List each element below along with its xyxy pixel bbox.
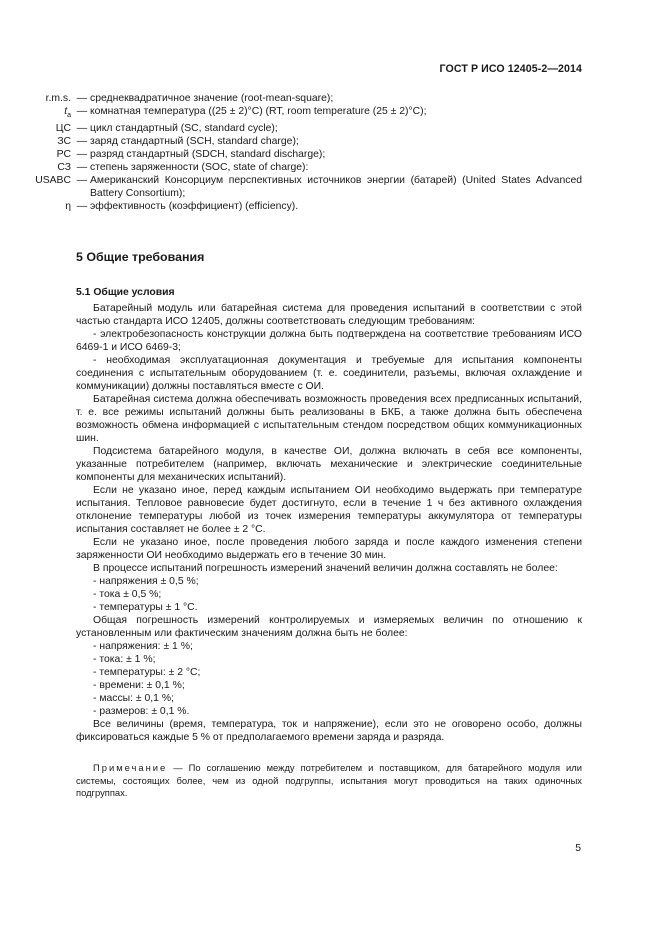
definition-dash: — — [76, 175, 88, 187]
definition-abbr: r.m.s. — [45, 93, 71, 104]
paragraph: Батарейный модуль или батарейная система для проведения испытаний в соответствии с этой частью стандарта ИСО 12405, должны соответствовать следующим требованиям: — [76, 303, 582, 327]
list-item: - электробезопасность конструкции должна быть подтверждена на соответствие требованиям ИСО 6469-1 и ИСО 6469-3; — [76, 329, 582, 353]
definition-text: заряд стандартный (SCH, standard charge); — [90, 136, 299, 148]
definition-subscript: a — [67, 112, 71, 120]
note-text: — По соглашению между потребителем и поставщиком, для батарейного модуля или системы, состоящих более, чем из одной подгруппы, испытания могут проводиться на таких одиночных подгруппах. — [76, 762, 582, 798]
definition-abbr — [0, 105, 74, 122]
list-item: - необходимая эксплуатационная документация и требуемые для испытания компоненты соединения с испытательным оборудованием (т. е. соединители, разъемы, включая охлаждение и коммуникации) должны поставляться вместе с ОИ. — [76, 355, 582, 392]
definition-item — [0, 174, 661, 200]
paragraph: Если не указано иное, после проведения любого заряда и после каждого изменения степени заряженности ОИ необходимо выдержать его в течение 30 мин. — [76, 537, 582, 561]
definition-abbr: ЦС — [55, 123, 71, 135]
list-item: - времени: ± 0,1 %; — [93, 680, 185, 691]
definition-symbol: t — [64, 106, 68, 117]
definition-item — [0, 92, 661, 105]
definition-text: эффективность (коэффициент) (efficiency). — [90, 201, 299, 213]
list-item: - температуры: ± 2 °С; — [93, 667, 201, 678]
definition-dash: — — [76, 93, 88, 104]
list-item: - температуры ± 1 °С. — [93, 602, 198, 613]
definition-text: разряд стандартный (SDCH, standard discharge); — [90, 149, 326, 161]
definition-text: среднеквадратичное значение (root-mean-square); — [90, 93, 334, 104]
definition-abbr: СЗ — [57, 162, 71, 174]
paragraph: В процессе испытаний погрешность измерений значений величин должна составлять не более: — [93, 563, 558, 574]
definition-text: комнатная температура ((25 ± 2)°С) (RT, room temperature (25 ± 2)°C); — [90, 106, 427, 117]
definition-item — [0, 161, 661, 174]
definition-item — [0, 135, 661, 148]
definition-dash: — — [76, 106, 88, 117]
paragraph: Батарейная система должна обеспечивать возможность проведения всех предписанных испытаний, т. е. все режимы испытаний должны быть реализованы в БКБ, а также должна быть обеспечена возможность обмена информацией с испытательным стендом посредством общих коммуникационных шин. — [76, 394, 582, 444]
note-label: Примечание — [93, 762, 168, 773]
paragraph: Все величины (время, температура, ток и напряжение), если это не оговорено особо, должны фиксироваться каждые 5 % от предполагаемого времени заряда и разряда. — [76, 719, 582, 743]
list-item: - напряжения: ± 1 %; — [93, 641, 193, 652]
definition-dash: — — [76, 201, 88, 213]
paragraph: Если не указано иное, перед каждым испытанием ОИ необходимо выдержать при температуре испытания. Тепловое равновесие будет достигнуто, если в течение 1 ч без активного охлаждения отклонение температуры любой из точек измерения температуры аккумулятора от температуры испытания составляет не более ± 2 °С. — [76, 485, 582, 535]
definition-item — [0, 200, 661, 213]
definition-item — [0, 105, 661, 122]
definition-text: Американский Консорциум перспективных источников энергии (батарей) (United States Advanced Battery Consortium); — [90, 175, 582, 200]
definition-text: цикл стандартный (SC, standard cycle); — [90, 123, 278, 135]
definition-dash: — — [76, 123, 88, 135]
definition-dash: — — [76, 162, 88, 174]
definition-abbr: η — [65, 201, 71, 213]
body-text — [76, 302, 582, 744]
definition-abbr: РС — [56, 149, 71, 161]
paragraph: Подсистема батарейного модуля, в качестве ОИ, должна включать в себя все компоненты, указанные потребителем (например, включать механические и электрические соединительные компоненты для механических испытаний). — [76, 446, 582, 483]
standard-header: ГОСТ Р ИСО 12405-2—2014 — [439, 63, 582, 75]
definition-dash: — — [76, 136, 88, 148]
definition-abbr: ЗС — [57, 136, 71, 148]
subsection-title: 5.1 Общие условия — [76, 287, 175, 298]
paragraph: Общая погрешность измерений контролируемых и измеряемых величин по отношению к установленным или фактическим значениям должна быть не более: — [76, 615, 582, 639]
definition-text: степень заряженности (SOC, state of charge): — [90, 162, 309, 174]
list-item: - массы: ± 0,1 %; — [93, 693, 174, 704]
list-item: - тока ± 0,5 %; — [93, 589, 162, 600]
definition-item — [0, 122, 661, 135]
list-item: - тока: ± 1 %; — [93, 654, 156, 665]
definition-abbr: USABC — [35, 175, 71, 187]
list-item: - напряжения ± 0,5 %; — [93, 576, 199, 587]
definition-dash: — — [76, 149, 88, 161]
definitions-list — [0, 92, 661, 213]
list-item: - размеров: ± 0,1 %. — [93, 706, 190, 717]
section-title: 5 Общие требования — [76, 250, 205, 264]
note — [76, 762, 582, 800]
definition-item — [0, 148, 661, 161]
page-number: 5 — [575, 843, 581, 854]
